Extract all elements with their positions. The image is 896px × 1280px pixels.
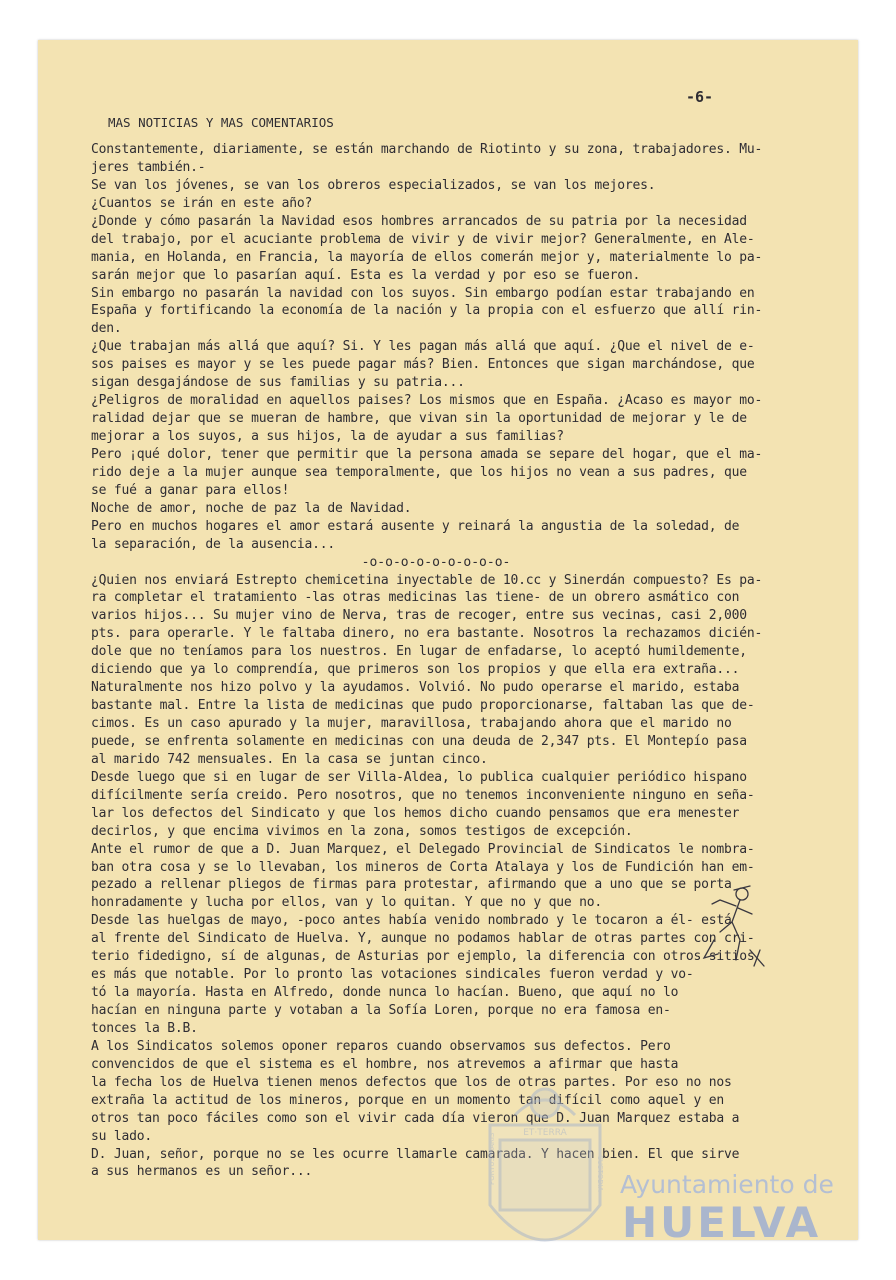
text-line: varios hijos... Su mujer vino de Nerva, tras de recoger, entre sus vecinas, casi 2,000 (91, 608, 747, 624)
text-line: dole que no teníamos para los nuestros. En lugar de enfadarse, lo aceptó humildemente, (91, 644, 747, 660)
text-line: Naturalmente nos hizo polvo y la ayudamos. Volvió. No pudo operarse el marido, estaba (91, 680, 740, 696)
text-line: mejorar a los suyos, a sus hijos, la de ayudar a sus familias? (91, 429, 564, 444)
text-line: Ante el rumor de que a D. Juan Marquez, el Delegado Provincial de Sindicatos le nombra- (91, 841, 755, 857)
text-line: Noche de amor, noche de paz la de Navidad. (91, 500, 412, 516)
text-line: den. (91, 321, 122, 337)
text-line: ¿Quien nos enviará Estrepto chemicetina inyectable de 10.cc y Sinerdán compuesto? Es pa- (91, 572, 763, 588)
text-line: tonces la B.B. (91, 1020, 198, 1036)
page-number: -6- (686, 88, 714, 106)
text-line: su lado. (91, 1128, 153, 1144)
text-line: Desde luego que si en lugar de ser Villa-Aldea, lo publica cualquier periódico hispano (91, 769, 747, 785)
text-line: honradamente y lucha por ellos, van y lo quitan. Y que no y que no. (91, 895, 602, 911)
text-line: decirlos, y que encima vivimos en la zona, somos testigos de excepción. (91, 823, 633, 839)
watermark-text-line1: Ayuntamiento de (620, 1170, 834, 1199)
text-line: ¿Peligros de moralidad en aquellos paises? Los mismos que en España. ¿Acaso es mayor mo- (91, 393, 763, 409)
text-line: sos paises es mayor y se les puede pagar más? Bien. Entonces que sigan marchándose, que (91, 357, 755, 373)
text-line: la separación, de la ausencia... (91, 536, 336, 552)
text-line: diciendo que ya lo comprendía, que primeros son los propios y que ella era extraña... (91, 662, 740, 678)
page-title: MAS NOTICIAS Y MAS COMENTARIOS (108, 115, 334, 130)
text-line: a sus hermanos es un señor... (91, 1164, 313, 1180)
text-line: Se van los jóvenes, se van los obreros especializados, se van los mejores. (91, 177, 656, 193)
text-line: D. Juan, señor, porque no se les ocurre llamarle camarada. Y hacen bien. El que sirve (91, 1146, 740, 1162)
text-line: bastante mal. Entre la lista de medicinas que pudo proporcionarse, faltaban las que de- (91, 698, 755, 714)
shield-right-text: CUSTODIA (596, 1155, 604, 1192)
text-line: ¿Donde y cómo pasarán la Navidad esos hombres arrancados de su patria por la necesidad (91, 213, 747, 229)
text-line: hacían en ninguna parte y votaban a la Sofía Loren, porque no era famosa en- (91, 1003, 671, 1018)
text-line: Constantemente, diariamente, se están marchando de Riotinto y su zona, trabajadores. Mu- (91, 142, 763, 157)
text-line: España y fortificando la economía de la nación y la propia con el esfuerzo que allí rin- (91, 303, 763, 319)
margin-sketch-drawing (690, 880, 770, 970)
watermark-text-line2: HUELVA (622, 1198, 822, 1247)
text-line: al frente del Sindicato de Huelva. Y, aunque no podamos hablar de otras partes con cri- (91, 931, 755, 947)
text-line: puede, se enfrenta solamente en medicinas con una deuda de 2,347 pts. El Montepío pasa (91, 733, 747, 749)
text-line: Desde las huelgas de mayo, -poco antes había venido nombrado y le tocaron a él- está (91, 913, 732, 929)
text-line: sarán mejor que lo pasarían aquí. Esta es la verdad y por eso se fueron. (91, 267, 641, 283)
text-line: del trabajo, por el acuciante problema de vivir y de vivir mejor? Generalmente, en Ale- (91, 231, 755, 247)
text-line: ¿Cuantos se irán en este año? (91, 195, 313, 211)
text-line: jeres también.- (91, 159, 206, 175)
text-line: lar los defectos del Sindicato y que los hemos dicho cuando pensamos que era menester (91, 805, 740, 821)
text-line: es más que notable. Por lo pronto las votaciones sindicales fueron verdad y vo- (91, 967, 694, 983)
text-line: Pero ¡qué dolor, tener que permitir que la persona amada se separe del hogar, que el ma- (91, 446, 763, 462)
text-line: pezado a rellenar pliegos de firmas para protestar, afirmando que a uno que se porta (91, 877, 732, 893)
text-line: mania, en Holanda, en Francia, la mayoría de ellos comerán mejor y, materialmente lo pa- (91, 249, 763, 265)
text-line: rido deje a la mujer aunque sea temporalmente, que los hijos no vean a sus padres, que (91, 464, 747, 480)
text-line: Pero en muchos hogares el amor estará ausente y reinará la angustia de la soledad, de (91, 518, 740, 534)
text-line: ¿Que trabajan más allá que aquí? Si. Y les pagan más allá que aquí. ¿Que el nivel de e- (91, 339, 755, 355)
text-line: pts. para operarle. Y le faltaba dinero, no era bastante. Nosotros la rechazamos dicién- (91, 626, 763, 642)
text-line: cimos. Es un caso apurado y la mujer, maravillosa, trabajando ahora que el marido no (91, 716, 732, 731)
text-line: convencidos de que el sistema es el hombre, nos atrevemos a afirmar que hasta (91, 1056, 679, 1072)
text-line: terio fidedigno, sí de algunas, de Asturias por ejemplo, la diferencia con otros sitios (91, 949, 755, 965)
text-line: ralidad dejar que se mueran de hambre, que vivan sin la oportunidad de mejorar y le de (91, 411, 747, 427)
text-line: tó la mayoría. Hasta en Alfredo, donde nunca lo hacían. Bueno, que aquí no lo (91, 985, 679, 1001)
text-line: otros tan poco fáciles como son el vivir cada día vieron que D. Juan Marquez estaba a (91, 1110, 740, 1126)
text-line: ban otra cosa y se lo llevaban, los mineros de Corta Atalaya y los de Fundición han em- (91, 859, 755, 875)
section-separator: -o-o-o-o-o-o-o-o-o- (361, 554, 511, 570)
text-line: se fué a ganar para ellos! (91, 482, 290, 498)
text-line: sigan desgajándose de sus familias y su patria... (91, 375, 465, 391)
text-line: la fecha los de Huelva tienen menos defectos que los de otras partes. Por eso no nos (91, 1074, 732, 1090)
shield-left-text: PORTUS MARIS (488, 1132, 496, 1185)
shield-top-text: ET·TERRA (523, 1128, 567, 1138)
text-line: extraña la actitud de los mineros, porque en un momento tan difícil como aquel y en (91, 1092, 725, 1108)
text-line: difícilmente sería creido. Pero nosotros, que no tenemos inconveniente ninguno en seña- (91, 787, 755, 803)
body-text (91, 141, 781, 1181)
text-line: al marido 742 mensuales. En la casa se juntan cinco. (91, 751, 488, 767)
text-line: ra completar el tratamiento -las otras medicinas las tiene- de un obrero asmático con (91, 590, 740, 606)
text-line: Sin embargo no pasarán la navidad con los suyos. Sin embargo podían estar trabajando en (91, 285, 755, 301)
text-line: A los Sindicatos solemos oponer reparos cuando observamos sus defectos. Pero (91, 1038, 671, 1054)
